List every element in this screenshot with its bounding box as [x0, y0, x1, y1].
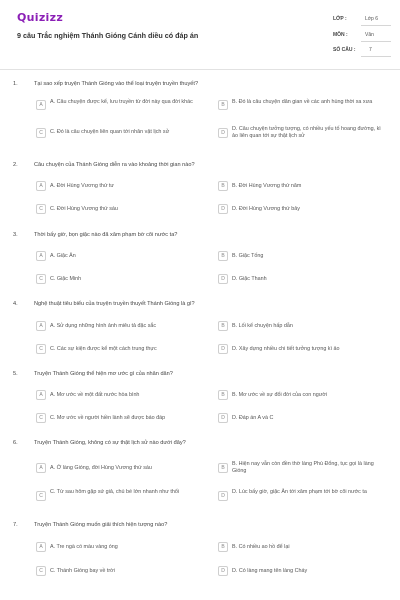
option-letter-box: C [36, 413, 46, 423]
meta-grade-underline [361, 25, 391, 26]
option-letter-box: A [36, 321, 46, 331]
question-number: 1. [13, 81, 18, 87]
question-text: Truyện Thánh Gióng, không có sự thật lịch sử nào dưới đây? [34, 440, 186, 446]
meta-grade-label: LỚP : [333, 16, 347, 22]
option-letter-box: A [36, 390, 46, 400]
option-letter-box: D [218, 204, 228, 214]
question-number: 7. [13, 522, 18, 528]
option-letter-box: A [36, 251, 46, 261]
option-letter-box: C [36, 204, 46, 214]
meta-subject-underline [361, 41, 391, 42]
option-text: B. Đó là câu chuyện dân gian về các anh hùng thời xa xưa [232, 99, 373, 105]
option-text: C. Đó là câu chuyện liên quan tới nhân vật lịch sử [50, 129, 170, 135]
option-letter-box: C [36, 274, 46, 284]
header-divider [0, 69, 400, 70]
option-letter-box: D [218, 413, 228, 423]
option-text: D. Câu chuyện tưởng tượng, có nhiều yếu tố hoang đường, kì ảo liên quan tới sự thật lịch sử [232, 126, 381, 139]
option-letter-box: D [218, 128, 228, 138]
option-letter-box: A [36, 100, 46, 110]
option-text: C. Mơ ước về người hiền lành sẽ được báo đáp [50, 414, 166, 421]
meta-count-underline [361, 56, 391, 57]
option-text: D. Giặc Thanh [232, 275, 267, 282]
meta-subject-label: MÔN : [333, 32, 348, 38]
option-letter-box: C [36, 128, 46, 138]
option-text: C. Từ sau hôm gặp sứ giả, chú bé lớn nhanh như thổi [50, 489, 180, 495]
option-letter-box: D [218, 566, 228, 576]
option-letter-box: B [218, 251, 228, 261]
option-text: C. Giặc Minh [50, 275, 82, 282]
option-letter-box: C [36, 566, 46, 576]
option-text: A. Giặc Ân [50, 252, 76, 259]
question-text: Truyện Thánh Gióng muốn giải thích hiện tượng nào? [34, 522, 168, 528]
option-text: A. Tre ngà có màu vàng óng [50, 543, 118, 550]
meta-subject [333, 30, 393, 42]
option-letter-box: C [36, 491, 46, 501]
question-number: 5. [13, 371, 18, 377]
question-text: Truyện Thánh Gióng thể hiện mơ ước gì của nhân dân? [34, 371, 173, 377]
option-letter-box: B [218, 463, 228, 473]
quizizz-logo: Quizizz [17, 11, 64, 24]
meta-grade [333, 14, 393, 26]
meta-count [333, 45, 393, 57]
option-letter-box: B [218, 100, 228, 110]
option-text: D. Đáp án A và C [232, 414, 274, 421]
option-letter-box: B [218, 321, 228, 331]
option-text: C. Các sự kiện được kể một cách trung thực [50, 345, 157, 352]
option-text: A. Mơ ước về một đất nước hòa bình [50, 391, 140, 398]
option-text: B. Mơ ước về sự đổi đời của con người [232, 391, 328, 398]
option-text: D. Có làng mang tên làng Cháy [232, 567, 308, 574]
option-letter-box: D [218, 344, 228, 354]
worksheet-title: 9 câu Trắc nghiệm Thánh Gióng Cánh diều có đáp án [17, 31, 199, 40]
option-text: B. Có nhiều ao hồ để lại [232, 543, 290, 550]
option-letter-box: B [218, 181, 228, 191]
question-text: Tại sao xếp truyện Thánh Gióng vào thể loại truyện truyền thuyết? [34, 81, 199, 87]
option-text: A. Câu chuyện được kể, lưu truyền từ đời này qua đời khác [50, 99, 193, 105]
option-text: D. Lúc bấy giờ, giặc Ân tới xâm phạm tới bờ cõi nước ta [232, 489, 367, 495]
question-text: Nghệ thuật tiêu biểu của truyện truyền thuyết Thánh Gióng là gì? [34, 301, 195, 307]
option-letter-box: C [36, 344, 46, 354]
worksheet-header [0, 0, 400, 66]
option-letter-box: A [36, 463, 46, 473]
option-letter-box: D [218, 274, 228, 284]
option-text: B. Giặc Tống [232, 252, 264, 259]
option-letter-box: A [36, 542, 46, 552]
question-number: 6. [13, 440, 18, 446]
option-letter-box: A [36, 181, 46, 191]
question-text: Thời bấy giờ, bọn giặc nào đã xâm phạm bờ cõi nước ta? [34, 232, 178, 238]
question-text: Câu chuyện của Thánh Gióng diễn ra vào khoảng thời gian nào? [34, 162, 195, 168]
option-letter-box: B [218, 542, 228, 552]
option-text: B. Lối kể chuyện hấp dẫn [232, 322, 293, 329]
option-letter-box: B [218, 390, 228, 400]
meta-subject-value: Văn [365, 32, 374, 38]
option-text: A. Ở làng Gióng, đời Hùng Vương thứ sáu [50, 464, 152, 471]
question-number: 3. [13, 232, 18, 238]
question-number: 4. [13, 301, 18, 307]
meta-count-value: 7 [369, 47, 372, 53]
option-text: A. Sử dụng những hình ảnh miêu tả đặc sắc [50, 322, 157, 329]
option-text: B. Đời Hùng Vương thứ năm [232, 182, 302, 189]
option-text: A. Đời Hùng Vương thứ tư [50, 182, 115, 189]
option-text: C. Đời Hùng Vương thứ sáu [50, 205, 118, 212]
option-text: D. Xây dựng nhiều chi tiết tưởng tượng kì ảo [232, 345, 340, 352]
meta-count-label: SỐ CÂU : [333, 47, 356, 53]
option-text: B. Hiện nay vẫn còn đền thờ làng Phù Đổng, tục gọi là làng Gióng [232, 461, 374, 474]
option-letter-box: D [218, 491, 228, 501]
option-text: D. Đời Hùng Vương thứ bảy [232, 205, 300, 212]
question-number: 2. [13, 162, 18, 168]
option-text: C. Thánh Gióng bay về trời [50, 567, 115, 574]
meta-grade-value: Lớp 6 [365, 16, 379, 22]
